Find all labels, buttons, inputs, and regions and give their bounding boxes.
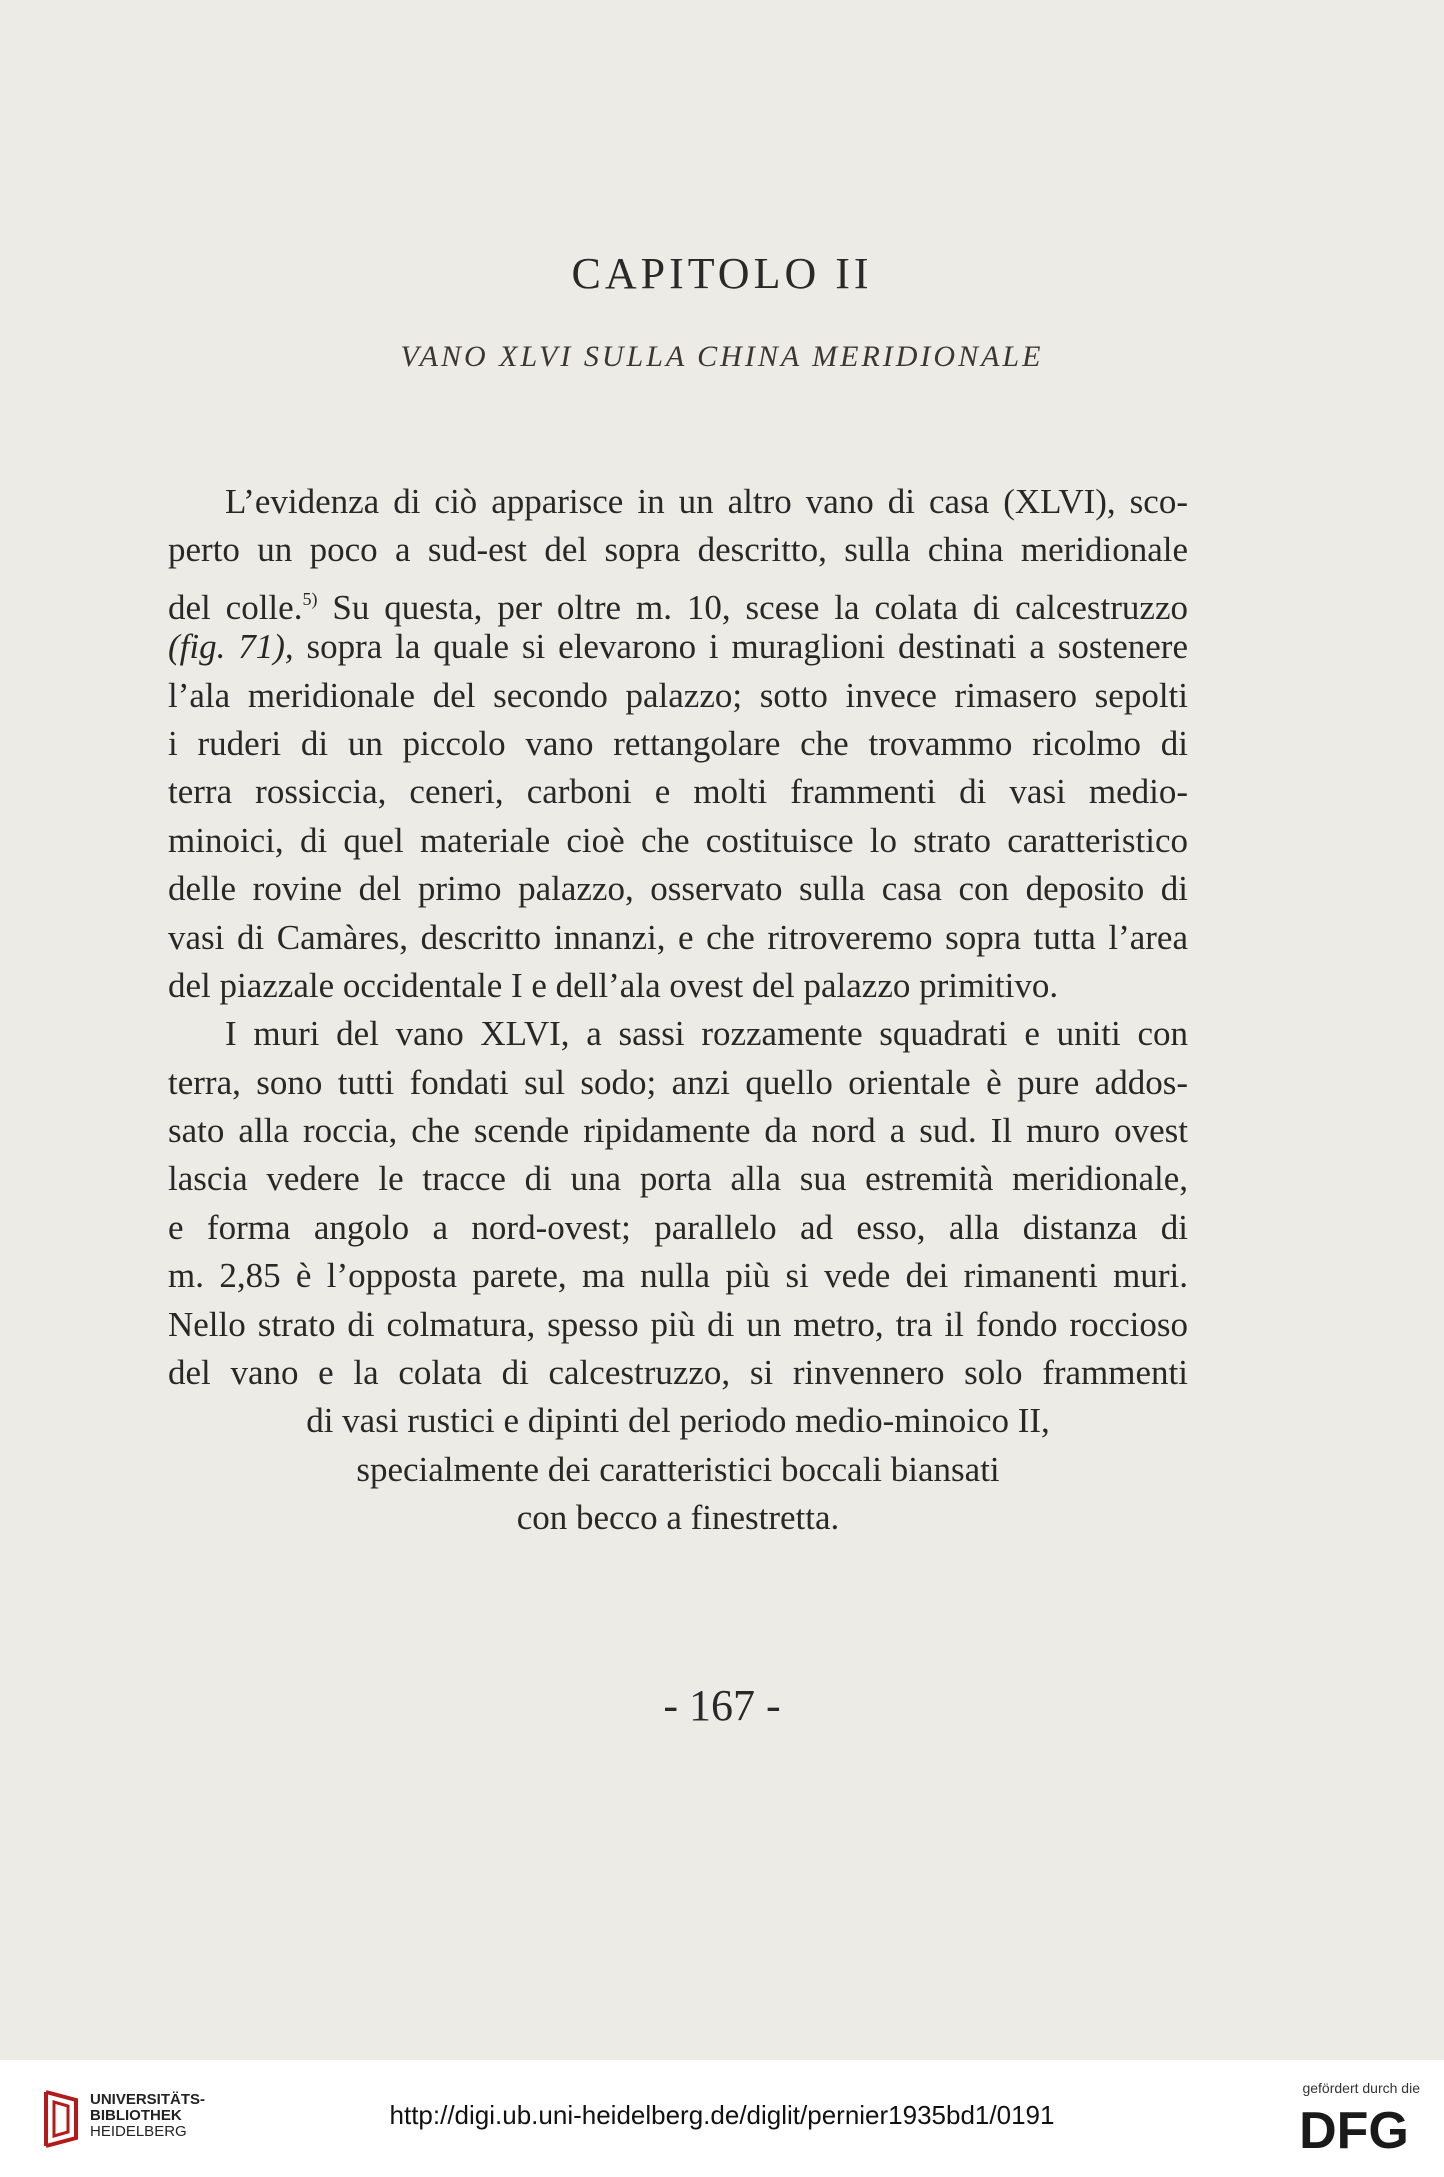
page-number: - 167 - xyxy=(663,1681,781,1730)
text-line: i ruderi di un piccolo vano rettangolare che trovammo ricolmo di xyxy=(168,723,1188,763)
footnote-marker: 5) xyxy=(302,588,318,609)
text-line: del piazzale occidentale I e dell’ala ovest del palazzo primitivo. xyxy=(168,965,1059,1005)
text-line: del colle.$^{5)}$ Su questa, per oltre m. 10, scese la colata di calcestruzzo xyxy=(168,587,1189,627)
text-line: sato alla roccia, che scende ripidamente da nord a sud. Il muro ovest xyxy=(168,1111,1188,1151)
svg-text:DFG: DFG xyxy=(1299,2104,1409,2154)
funded-by-label: gefördert durch die xyxy=(1302,2080,1420,2096)
text-line: L’evidenza di ciò apparisce in un altro vano di casa (XLVI), sco- xyxy=(225,482,1188,521)
dfg-logo-icon xyxy=(1286,2104,1422,2154)
footer-bar xyxy=(0,2060,1444,2177)
text-line: specialmente dei caratteristici boccali biansati xyxy=(356,1449,1000,1489)
chapter-subtitle: VANO XLVI SULLA CHINA MERIDIONALE xyxy=(400,340,1044,373)
text-line: vasi di Camàres, descritto innanzi, e che ritroveremo sopra tutta l’area xyxy=(168,917,1188,957)
text-line: I muri del vano XLVI, a sassi rozzamente squadrati e uniti con xyxy=(225,1014,1188,1054)
body-text xyxy=(168,478,1188,1543)
text-line: delle rovine del primo palazzo, osservato sulla casa con deposito di xyxy=(168,869,1188,909)
text-line: lascia vedere le tracce di una porta alla sua estremità meridionale, xyxy=(168,1159,1188,1199)
text-line: del vano e la colata di calcestruzzo, si rinvennero solo frammenti xyxy=(168,1353,1188,1393)
text-line: perto un poco a sud-est del sopra descritto, sulla china meridionale xyxy=(168,530,1188,570)
text-line: l’ala meridionale del secondo palazzo; sotto invece rimasero sepolti xyxy=(168,675,1188,715)
permalink-url[interactable]: http://digi.ub.uni-heidelberg.de/diglit/pernier1935bd1/0191 xyxy=(389,2100,1055,2130)
text-line: Nello strato di colmatura, spesso più di un metro, tra il fondo roccioso xyxy=(168,1304,1188,1344)
text-line: (fig. 71), sopra la quale si elevarono i muraglioni destinati a sostenere xyxy=(168,627,1188,667)
text-line: con becco a finestretta. xyxy=(516,1498,840,1538)
chapter-title: CAPITOLO II xyxy=(571,249,873,298)
text-line: e forma angolo a nord-ovest; parallelo ad esso, alla distanza di xyxy=(168,1207,1188,1247)
library-name: UNIVERSITÄTS- BIBLIOTHEK HEIDELBERG xyxy=(90,2091,206,2140)
text-line: di vasi rustici e dipinti del periodo medio-minoico II, xyxy=(306,1401,1050,1441)
text-line: terra rossiccia, ceneri, carboni e molti frammenti di vasi medio- xyxy=(168,772,1188,812)
text-line: m. 2,85 è l’opposta parete, ma nulla più si vede dei rimanenti muri. xyxy=(168,1256,1188,1296)
figure-reference: (fig. 71), xyxy=(168,627,294,667)
text-line: minoici, di quel materiale cioè che costituisce lo strato caratteristico xyxy=(168,820,1188,860)
text-line: terra, sono tutti fondati sul sodo; anzi quello orientale è pure addos- xyxy=(168,1062,1188,1102)
